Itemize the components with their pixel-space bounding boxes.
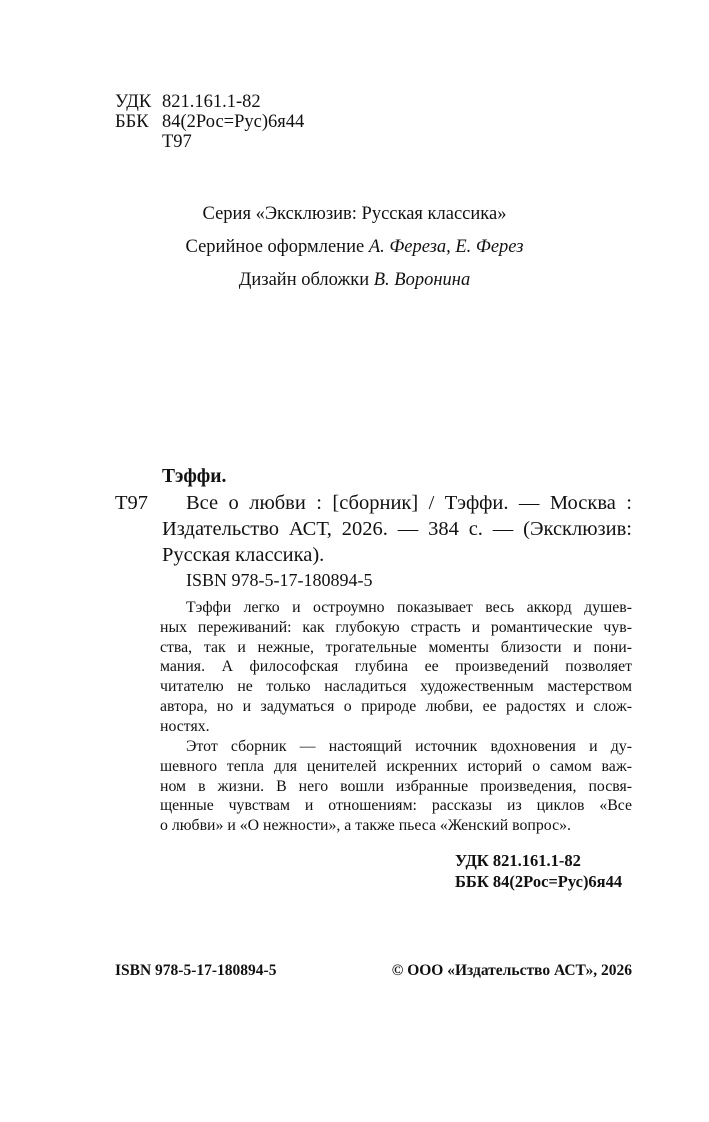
cover-design-name: В. Воронина <box>373 270 471 290</box>
annotation-line: Этот сборник — настоящий источник вдохновения и ду- <box>186 738 632 755</box>
bbk-value: 84(2Рос=Рус)6я44 <box>162 112 305 132</box>
footer-copyright: © ООО «Издательство АСТ», 2026 <box>391 962 632 979</box>
annotation-line: автора, но и задуматься о природе любви, ее радостях и слож- <box>160 697 632 715</box>
series-title: Серия «Эксклюзив: Русская классика» <box>202 204 507 224</box>
record-author-code: Т97 <box>115 492 149 514</box>
annotation-line: читателю не только насладиться художественным мастерством <box>160 678 632 696</box>
annotation-line: ства, так и нежные, трогательные моменты близости и пони- <box>160 638 632 656</box>
annotation-line: шевного тепла для ценителей искренних историй о самом важ- <box>160 757 632 775</box>
series-design-line <box>0 237 709 258</box>
bottom-udk: УДК 821.161.1-82 <box>455 851 581 870</box>
bbk-key: ББК <box>115 112 149 132</box>
annotation-paragraph-2 <box>160 737 632 836</box>
udk-line <box>115 92 261 112</box>
record-line: Русская классика). <box>162 544 325 566</box>
udk-key: УДК <box>115 92 152 112</box>
annotation-line: мания. А философская глубина ее произведений позволяет <box>160 658 632 676</box>
bottom-bbk: ББК 84(2Рос=Рус)6я44 <box>455 872 623 891</box>
annotation-paragraph-1 <box>160 598 632 737</box>
record-author: Тэффи. <box>162 466 227 487</box>
annotation-line: о любви» и «О нежности», а также пьеса «Женский вопрос». <box>160 817 571 835</box>
record-line: Все о любви : [сборник] / Тэффи. — Москва : <box>186 492 632 514</box>
cover-design-label: Дизайн обложки <box>238 270 370 290</box>
bbk-line <box>115 112 304 132</box>
annotation-line: ных переживаний: как глубокую страсть и романтические чув- <box>160 618 632 636</box>
record-isbn: ISBN 978-5-17-180894-5 <box>186 570 373 590</box>
udk-value: 821.161.1-82 <box>162 92 261 112</box>
series-line <box>0 204 709 225</box>
record-line: Издательство АСТ, 2026. — 384 с. — (Эксклюзив: <box>162 518 632 540</box>
series-design-label: Серийное оформление <box>185 237 365 257</box>
author-mark: Т97 <box>162 132 192 152</box>
annotation-line: Тэффи легко и остроумно показывает весь аккорд душев- <box>186 599 632 616</box>
annotation-line: ностях. <box>160 717 210 735</box>
record-description <box>162 490 632 568</box>
cover-design-line <box>0 270 709 291</box>
annotation-line: щенные чувствам и отношениям: рассказы из циклов «Все <box>160 797 632 815</box>
footer-isbn: ISBN 978-5-17-180894-5 <box>115 962 277 979</box>
series-design-names: А. Фереза, Е. Ферез <box>368 237 524 257</box>
annotation-line: ном в жизни. В него вошли избранные произведения, посвя- <box>160 777 632 795</box>
